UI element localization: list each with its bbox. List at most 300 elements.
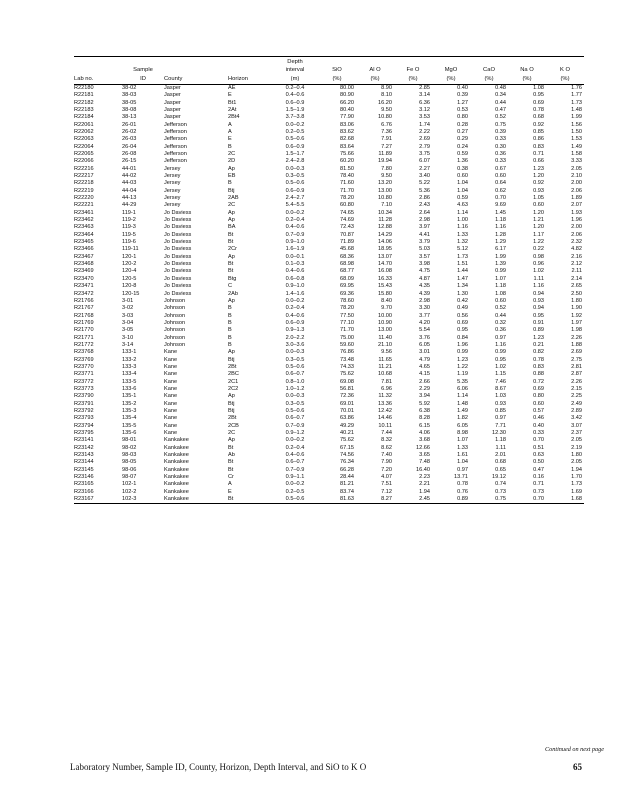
table-cell: Bt	[228, 261, 234, 268]
table-cell: C	[228, 283, 233, 290]
table-cell: 9.69	[495, 202, 506, 209]
table-cell: 9.50	[381, 106, 392, 113]
table-cell: 3.7–3.8	[285, 114, 305, 121]
table-cell: 0.99	[495, 349, 506, 356]
header-cell	[228, 67, 272, 75]
table-cell: 1.27	[457, 99, 468, 106]
header-cell	[470, 57, 508, 68]
table-cell: 0.0–0.2	[285, 209, 305, 216]
table-cell: 0.68	[495, 459, 506, 466]
table-cell: Kane	[164, 378, 178, 385]
table-cell: 133-4	[122, 371, 137, 378]
table-cell: 0.6–0.9	[285, 99, 305, 106]
table-row	[74, 364, 584, 371]
table-cell: 2.22	[419, 128, 430, 135]
table-cell: Ap	[228, 437, 235, 444]
table-cell: 2At	[228, 106, 237, 113]
table-cell: 74.33	[340, 363, 354, 370]
table-cell: 77.50	[340, 312, 354, 319]
table-cell: 3.76	[419, 334, 430, 341]
table-cell: R22181	[74, 92, 94, 99]
table-cell: 133-5	[122, 378, 137, 385]
header-cell: (%)	[356, 76, 394, 85]
table-cell: 3.57	[419, 253, 430, 260]
table-cell: 18.95	[378, 246, 392, 253]
table-cell: Bt	[228, 459, 234, 466]
page-number: 65	[573, 762, 582, 772]
table-cell: 119-5	[122, 231, 136, 238]
table-cell: 2.86	[419, 195, 430, 202]
header-row-3	[74, 76, 584, 85]
table-row	[74, 217, 584, 224]
table-cell: 0.40	[533, 422, 544, 429]
table-cell: 71.70	[340, 187, 354, 194]
table-cell: 44-02	[122, 173, 137, 180]
table-cell: R23146	[74, 474, 94, 481]
table-cell: 1.18	[495, 437, 506, 444]
table-cell: 10.68	[378, 371, 392, 378]
table-cell: 1.03	[495, 393, 506, 400]
table-cell: R23467	[74, 253, 94, 260]
table-cell: 2.98	[419, 297, 430, 304]
table-cell: 2.00	[571, 180, 582, 187]
table-row	[74, 144, 584, 151]
table-cell: R23468	[74, 261, 94, 268]
table-cell: 11.40	[378, 334, 392, 341]
table-cell: 2Cr	[228, 246, 238, 253]
table-row	[74, 342, 584, 349]
table-cell: 7.90	[381, 459, 392, 466]
table-cell: 0.59	[457, 195, 468, 202]
table-cell: 4.06	[419, 430, 430, 437]
table-cell: 8.40	[381, 297, 392, 304]
table-cell: 2.21	[419, 481, 430, 488]
table-row	[74, 107, 584, 114]
table-cell: 1.17	[533, 231, 544, 238]
table-cell: Jersey	[164, 165, 181, 172]
table-row	[74, 84, 584, 92]
table-cell: 3-01	[122, 297, 134, 304]
table-cell: 2.85	[419, 84, 430, 91]
table-cell: 26-03	[122, 136, 137, 143]
table-cell: 1.21	[533, 217, 544, 224]
table-cell: 2.01	[495, 452, 506, 459]
table-cell: 0.99	[457, 349, 468, 356]
table-cell: 2.4–2.7	[285, 195, 305, 202]
table-cell: 75.62	[340, 371, 354, 378]
table-cell: 1.89	[571, 195, 582, 202]
table-row	[74, 254, 584, 261]
table-cell: 75.62	[340, 437, 354, 444]
table-cell: 6.76	[381, 121, 392, 128]
table-cell: 133-6	[122, 385, 137, 392]
table-cell: 119-6	[122, 239, 136, 246]
table-cell: 4.87	[419, 275, 430, 282]
table-cell: R23463	[74, 224, 94, 231]
table-cell: 81.50	[340, 165, 354, 172]
table-cell: 0.97	[495, 415, 506, 422]
table-row	[74, 415, 584, 422]
header-cell: CaO	[483, 67, 495, 74]
table-cell: 0.60	[495, 297, 506, 304]
table-cell: Btg	[228, 275, 237, 282]
table-cell: Kankakee	[164, 459, 189, 466]
table-cell: 120-4	[122, 268, 137, 275]
table-cell: 4.15	[419, 371, 430, 378]
table-cell: R23465	[74, 239, 94, 246]
table-row	[74, 180, 584, 187]
table-row	[74, 268, 584, 275]
table-cell: 1.76	[571, 84, 582, 91]
table-cell: 2.12	[571, 261, 582, 268]
table-cell: 120-2	[122, 261, 137, 268]
table-cell: 2.64	[419, 209, 430, 216]
table-cell: 1.36	[457, 158, 468, 165]
table-cell: 0.72	[533, 378, 544, 385]
table-cell: 0.60	[533, 400, 544, 407]
table-cell: Johnson	[164, 305, 186, 312]
table-cell: Jo Daviess	[164, 290, 192, 297]
table-cell: 1.77	[571, 92, 582, 99]
header-cell: K O	[560, 67, 570, 74]
table-cell: 0.39	[495, 128, 506, 135]
table-cell: 1.50	[571, 128, 582, 135]
table-cell: 1.80	[571, 452, 582, 459]
table-cell: R23794	[74, 422, 94, 429]
table-cell: 1.80	[571, 297, 582, 304]
table-cell: 0.36	[495, 150, 506, 157]
table-cell: B	[228, 312, 232, 319]
table-cell: 13.07	[378, 253, 392, 260]
table-cell: 135-1	[122, 393, 137, 400]
table-cell: 0.33	[533, 430, 544, 437]
table-cell: R22216	[74, 165, 94, 172]
table-cell: 0.60	[457, 173, 468, 180]
table-cell: 1.48	[571, 106, 582, 113]
table-cell: 1.02	[495, 363, 506, 370]
table-row	[74, 371, 584, 378]
table-row	[74, 239, 584, 246]
table-cell: 0.69	[457, 319, 468, 326]
table-cell: E	[228, 136, 232, 143]
table-cell: 1.92	[571, 312, 582, 319]
table-cell: 14.06	[378, 239, 392, 246]
table-cell: 0.16	[533, 474, 544, 481]
table-cell: 0.95	[495, 356, 506, 363]
table-row	[74, 349, 584, 356]
table-cell: 38-08	[122, 106, 137, 113]
table-cell: 13.36	[378, 400, 392, 407]
table-cell: 3.07	[571, 422, 582, 429]
table-cell: Jefferson	[164, 143, 187, 150]
table-cell: 0.70	[533, 437, 544, 444]
table-cell: 1.29	[495, 239, 506, 246]
table-cell: 0.29	[457, 136, 468, 143]
table-cell: 1.96	[571, 217, 582, 224]
table-cell: 26-02	[122, 128, 137, 135]
table-cell: R21767	[74, 305, 94, 312]
table-cell: 2.26	[571, 378, 582, 385]
table-cell: B	[228, 327, 232, 334]
table-cell: R22062	[74, 128, 94, 135]
table-cell: 0.93	[533, 297, 544, 304]
header-cell: Depth	[272, 57, 318, 68]
table-cell: Jo Daviess	[164, 283, 192, 290]
table-cell: 5.22	[419, 180, 430, 187]
table-cell: 3-05	[122, 327, 134, 334]
table-row	[74, 298, 584, 305]
table-cell: 0.71	[533, 481, 544, 488]
table-cell: BA	[228, 224, 236, 231]
table-cell: 1.04	[457, 459, 468, 466]
table-cell: 0.46	[533, 415, 544, 422]
table-cell: 44-04	[122, 187, 137, 194]
table-cell: 0.53	[457, 106, 468, 113]
table-cell: E	[228, 92, 232, 99]
table-cell: 2.69	[571, 349, 582, 356]
table-cell: 0.3–0.5	[285, 173, 305, 180]
table-cell: 0.5–0.6	[272, 496, 318, 504]
table-cell: 1.02	[533, 268, 544, 275]
table-cell: 14.46	[378, 415, 392, 422]
table-cell: A	[228, 481, 232, 488]
table-cell: 10.80	[378, 195, 392, 202]
table-cell: 0.5–0.6	[285, 136, 305, 143]
table-cell: 8.27	[356, 496, 394, 504]
table-cell: B	[228, 180, 232, 187]
table-cell: Ap	[228, 297, 235, 304]
table-cell: Bt1	[228, 99, 237, 106]
table-cell: 1.68	[546, 496, 584, 504]
table-cell: 19.12	[492, 474, 506, 481]
header-cell	[508, 57, 546, 68]
table-cell: 6.17	[495, 246, 506, 253]
header-cell	[546, 57, 584, 68]
table-cell: 0.91	[533, 319, 544, 326]
table-row	[74, 437, 584, 444]
table-cell: 66.20	[340, 99, 354, 106]
table-cell: Kane	[164, 363, 178, 370]
table-cell: 10.00	[378, 312, 392, 319]
table-cell: 3.65	[419, 452, 430, 459]
table-cell: 0.42	[457, 297, 468, 304]
table-cell: 5.4–5.5	[285, 202, 305, 209]
table-cell: 75.66	[340, 150, 354, 157]
table-body	[74, 84, 584, 504]
table-cell: 40.21	[340, 430, 354, 437]
table-cell: 76.34	[340, 459, 354, 466]
table-cell: 98-06	[122, 466, 137, 473]
table-cell: 3.75	[419, 150, 430, 157]
table-cell: 1.5–1.9	[285, 106, 305, 113]
table-cell: 0.96	[533, 261, 544, 268]
table-cell: 0.94	[533, 290, 544, 297]
table-cell: 1.20	[533, 224, 544, 231]
header-cell: Na O	[520, 67, 534, 74]
table-cell: 2.05	[571, 459, 582, 466]
table-cell: 1.04	[457, 180, 468, 187]
table-cell: 1.08	[533, 84, 544, 91]
table-cell: Kankakee	[164, 452, 189, 459]
table-cell: 4.39	[419, 290, 430, 297]
table-cell: 2.06	[571, 187, 582, 194]
table-cell: 13.00	[378, 327, 392, 334]
table-cell: 44-29	[122, 202, 137, 209]
table-cell: 133-1	[122, 349, 137, 356]
table-cell: 4.79	[419, 356, 430, 363]
table-cell: Ap	[228, 165, 235, 172]
table-cell: 0.2–0.4	[285, 305, 305, 312]
table-cell: 5.54	[419, 327, 430, 334]
table-cell: 1.99	[495, 253, 506, 260]
table-cell: A	[228, 121, 232, 128]
table-caption: Laboratory Number, Sample ID, County, Horizon, Depth Interval, and SiO to K O	[70, 762, 367, 772]
table-cell: 1.39	[495, 261, 506, 268]
table-cell: 0.0–0.2	[285, 121, 305, 128]
header-cell: County	[164, 76, 228, 85]
table-cell: 0.85	[533, 128, 544, 135]
table-cell: Jefferson	[164, 150, 187, 157]
table-cell: 0.78	[533, 106, 544, 113]
table-cell: 0.6–0.7	[285, 459, 305, 466]
table-cell: 7.91	[381, 136, 392, 143]
table-cell: 0.60	[495, 173, 506, 180]
table-cell: 3.12	[419, 106, 430, 113]
table-cell: 2C	[228, 150, 236, 157]
table-cell: 2.81	[571, 363, 582, 370]
table-row	[74, 357, 584, 364]
table-row	[74, 459, 584, 466]
table-cell: 2.07	[571, 202, 582, 209]
table-cell: 2.27	[419, 165, 430, 172]
table-cell: 3.98	[419, 261, 430, 268]
table-row	[74, 386, 584, 393]
table-cell: 0.75	[495, 121, 506, 128]
table-cell: 0.4–0.6	[285, 92, 305, 99]
table-cell: 3.0–3.6	[285, 341, 305, 348]
header-row-1	[74, 57, 584, 68]
table-cell: Jasper	[164, 84, 181, 91]
table-row	[74, 114, 584, 121]
table-cell: R22184	[74, 114, 94, 121]
table-cell: 0.83	[533, 363, 544, 370]
table-cell: 0.59	[457, 150, 468, 157]
table-cell: 2.0–2.2	[285, 334, 305, 341]
table-cell: Johnson	[164, 327, 186, 334]
table-cell: 0.2–0.5	[285, 488, 305, 495]
table-cell: Kankakee	[164, 488, 189, 495]
table-cell: 1.23	[533, 165, 544, 172]
table-cell: 2.11	[571, 268, 582, 275]
table-cell: Kane	[164, 422, 178, 429]
table-cell: 0.24	[457, 143, 468, 150]
table-row	[74, 335, 584, 342]
table-cell: Kankakee	[164, 437, 189, 444]
table-cell: Jersey	[164, 195, 181, 202]
table-cell: 44-03	[122, 180, 137, 187]
table-cell: Kane	[164, 371, 178, 378]
table-cell: 11.89	[378, 150, 392, 157]
table-cell: 21.10	[378, 341, 392, 348]
table-cell: 0.0–0.2	[285, 481, 305, 488]
table-cell: 5.92	[419, 400, 430, 407]
table-cell: Kane	[164, 430, 178, 437]
table-cell: R22061	[74, 121, 94, 128]
table-cell: R23142	[74, 444, 94, 451]
table-cell: Johnson	[164, 341, 186, 348]
table-cell: Jersey	[164, 187, 181, 194]
table-cell: 83.64	[340, 143, 354, 150]
table-cell: 0.9–1.0	[285, 283, 305, 290]
table-cell: 66.28	[340, 466, 354, 473]
table-cell: 70.87	[340, 231, 354, 238]
table-row	[74, 481, 584, 488]
table-cell: 71.89	[340, 239, 354, 246]
table-cell: 2AB	[228, 195, 239, 202]
table-cell: 13.20	[378, 180, 392, 187]
table-cell: E	[228, 488, 232, 495]
table-cell: 1.69	[571, 488, 582, 495]
table-cell: Kankakee	[164, 481, 189, 488]
table-cell: 0.63	[533, 452, 544, 459]
table-cell: 2.87	[571, 371, 582, 378]
table-cell: Btj	[228, 408, 235, 415]
table-cell: Jo Daviess	[164, 268, 192, 275]
table-cell: 2.43	[419, 202, 430, 209]
table-cell: Jo Daviess	[164, 239, 192, 246]
table-cell: 0.28	[457, 121, 468, 128]
table-cell: 0.73	[495, 488, 506, 495]
table-cell: 0.60	[533, 202, 544, 209]
table-cell: 1.47	[457, 275, 468, 282]
table-cell: 5.35	[457, 378, 468, 385]
table-cell: 1.51	[457, 261, 468, 268]
table-cell: 68.36	[340, 253, 354, 260]
table-row	[74, 100, 584, 107]
table-cell: 16.40	[416, 466, 430, 473]
table-cell: R23770	[74, 363, 94, 370]
table-cell: 1.5–1.7	[285, 150, 305, 157]
table-cell: 6.05	[419, 341, 430, 348]
table-cell: B	[228, 305, 232, 312]
table-cell: 2.23	[419, 474, 430, 481]
table-cell: 3.14	[419, 92, 430, 99]
table-cell: R21770	[74, 327, 94, 334]
table-cell: 2.06	[571, 231, 582, 238]
table-cell: 1.16	[495, 224, 506, 231]
table-cell: Jefferson	[164, 121, 187, 128]
table-cell: 16.33	[378, 275, 392, 282]
table-cell: 3.97	[419, 224, 430, 231]
table-cell: 1.20	[533, 209, 544, 216]
table-cell: 0.0–0.1	[285, 253, 305, 260]
table-row	[74, 158, 584, 165]
table-cell: 0.2–0.5	[285, 128, 305, 135]
table-cell: 1.44	[457, 268, 468, 275]
table-cell: 83.74	[340, 488, 354, 495]
table-cell: 7.20	[381, 466, 392, 473]
table-cell: 69.08	[340, 378, 354, 385]
table-cell: 82.68	[340, 136, 354, 143]
table-cell: 98-02	[122, 444, 137, 451]
table-cell: 3.33	[571, 158, 582, 165]
table-cell: 1.53	[571, 136, 582, 143]
table-cell: 15.43	[378, 283, 392, 290]
table-cell: 1.82	[457, 415, 468, 422]
table-cell: R23470	[74, 275, 94, 282]
table-cell: 0.85	[495, 408, 506, 415]
header-cell: Al O	[369, 67, 381, 74]
